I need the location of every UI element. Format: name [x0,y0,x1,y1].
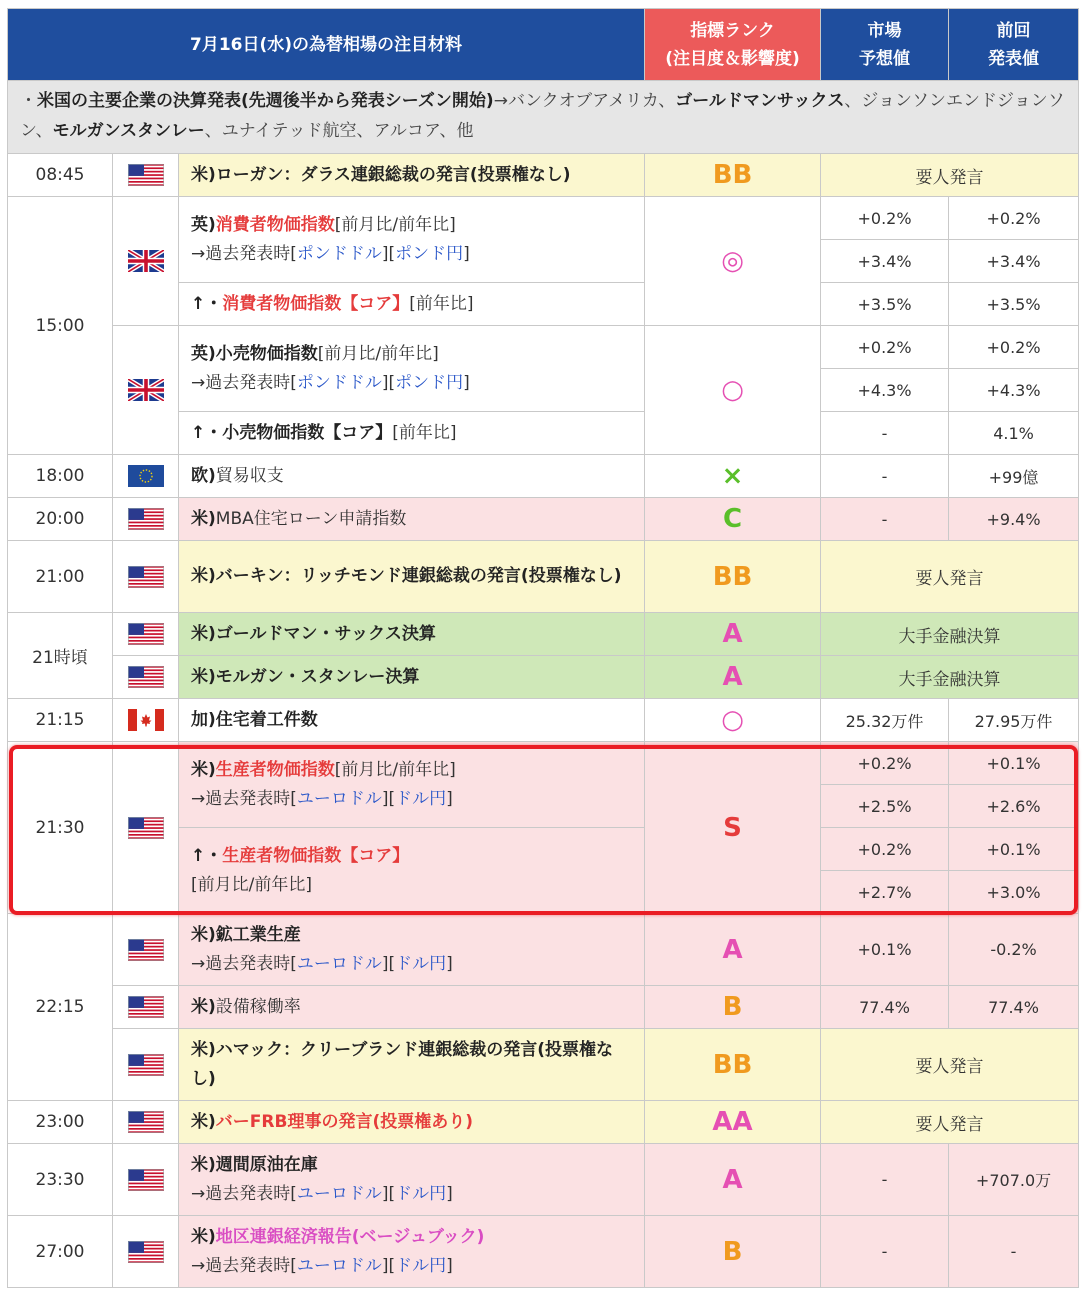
event-name [179,699,645,742]
previous-value: 4.1% [949,412,1079,455]
up-arrow: ↑・ [191,422,223,443]
country-code: 英) [191,214,216,235]
us-flag-icon [113,914,179,986]
past-link-sep: ][ [381,1255,396,1276]
table-row [8,1101,1079,1144]
forecast-value: +0.2% [821,326,949,369]
forecast-value: - [821,455,949,498]
forecast-value: +4.3% [821,369,949,412]
table-row [8,1029,1079,1101]
forecast-value: +3.5% [821,283,949,326]
event-time: 23:30 [8,1144,113,1216]
event-title: 小売物価指数 [215,343,318,364]
rank-badge: × [645,455,821,498]
event-sub-title: 生産者物価指数【コア】 [222,845,410,866]
event-title: 生産者物価指数 [215,759,335,780]
event-name [179,1144,645,1216]
event-sub-title: 小売物価指数【コア】 [222,422,393,443]
forecast-value: - [821,1216,949,1288]
country-code: 米) [191,924,216,945]
event-sub-name [179,412,645,455]
note-bold3: モルガンスタンレー [52,121,205,141]
event-title: 貿易収支 [215,465,284,486]
previous-value: +2.6% [949,785,1079,828]
past-link-prefix: →過去発表時[ [191,243,297,264]
event-name [179,656,645,699]
link-pound-yen[interactable]: ポンド円 [395,372,464,393]
past-link-prefix: →過去発表時[ [191,372,297,393]
us-flag-icon [113,1144,179,1216]
event-title: 鉱工業生産 [215,924,301,945]
table-row [8,1144,1079,1216]
previous-header-line2: 発表値 [988,48,1040,69]
rank-badge: BB [645,154,821,197]
forecast-value: +3.4% [821,240,949,283]
link-dollar-yen[interactable]: ドル円 [395,1255,447,1276]
forecast-value: +0.2% [821,742,949,785]
rank-badge: BB [645,541,821,613]
event-time: 08:45 [8,154,113,197]
rank-badge: BB [645,1029,821,1101]
event-title: バーFRB理事の発言(投票権あり) [215,1111,473,1132]
table-row [8,656,1079,699]
note-text2: 、ジョンソンエンドジョンソン、 [20,91,1065,141]
country-code: 米) [191,1226,216,1247]
us-flag-icon [113,1216,179,1288]
table-row [8,154,1079,197]
past-link-sep: ][ [381,243,396,264]
event-suffix: [前月比/前年比] [334,759,456,780]
event-title: 週間原油在庫 [215,1154,318,1175]
event-note: 大手金融決算 [821,656,1079,699]
event-title: 設備稼働率 [215,996,301,1017]
up-arrow: ↑・ [191,293,223,314]
up-arrow: ↑・ [191,845,223,866]
rank-badge: A [645,1144,821,1216]
country-code: 英) [191,343,216,364]
forecast-value: +0.2% [821,828,949,871]
event-sub-name [179,283,645,326]
previous-value: +9.4% [949,498,1079,541]
note-text1: →バンクオブアメリカ、 [493,91,676,111]
event-time: 21:15 [8,699,113,742]
event-name [179,1216,645,1288]
forecast-value: +0.2% [821,197,949,240]
previous-value: +0.2% [949,197,1079,240]
event-name [179,1101,645,1144]
rank-badge: ◎ [645,197,821,326]
forecast-value: +0.1% [821,914,949,986]
rank-header-line2: (注目度＆影響度) [665,48,800,69]
event-sub-suffix: [前年比] [392,422,457,443]
event-title: 地区連銀経済報告(ベージュブック) [215,1226,485,1247]
country-code: 米) [191,164,216,185]
event-title: モルガン・スタンレー決算 [215,666,420,687]
previous-value: +4.3% [949,369,1079,412]
note-bold1: 米国の主要企業の決算発表(先週後半から発表シーズン開始) [37,91,494,111]
event-time: 21:00 [8,541,113,613]
country-code: 加) [191,709,216,730]
previous-value: 77.4% [949,986,1079,1029]
event-title: ローガン：ダラス連銀総裁の発言(投票権なし) [215,164,571,185]
table-row [8,1216,1079,1288]
link-euro-dollar[interactable]: ユーロドル [296,1255,382,1276]
event-time: 21時頃 [8,613,113,699]
economic-calendar-table [7,8,1079,1288]
past-link-prefix: →過去発表時[ [191,1255,297,1276]
link-euro-dollar[interactable]: ユーロドル [296,953,382,974]
past-link-sep: ][ [381,953,396,974]
previous-value: -0.2% [949,914,1079,986]
link-dollar-yen[interactable]: ドル円 [395,1183,447,1204]
link-dollar-yen[interactable]: ドル円 [395,788,447,809]
previous-value: +707.0万 [949,1144,1079,1216]
page-title: 7月16日(水)の為替相場の注目材料 [8,9,645,81]
event-sub-suffix: [前月比/前年比] [191,874,312,895]
forecast-header-line1: 市場 [867,20,902,41]
us-flag-icon [113,613,179,656]
canada-flag-icon [113,699,179,742]
table-row [8,742,1079,785]
note-bold2: ゴールドマンサックス [675,91,845,111]
country-code: 欧) [191,465,216,486]
past-link-close: ] [463,372,470,393]
previous-value: +3.5% [949,283,1079,326]
event-suffix: [前月比/前年比] [334,214,456,235]
event-time: 23:00 [8,1101,113,1144]
us-flag-icon [113,986,179,1029]
country-code: 米) [191,996,216,1017]
country-code: 米) [191,1154,216,1175]
link-dollar-yen[interactable]: ドル円 [395,953,447,974]
previous-value: +3.0% [949,871,1079,914]
past-link-sep: ][ [381,788,396,809]
previous-value: - [949,1216,1079,1288]
event-title: ゴールドマン・サックス決算 [215,623,436,644]
event-time: 21:30 [8,742,113,914]
event-note: 要人発言 [821,1029,1079,1101]
event-name [179,455,645,498]
event-time: 22:15 [8,914,113,1101]
country-code: 米) [191,508,216,529]
table-row [8,699,1079,742]
previous-value: 27.95万件 [949,699,1079,742]
past-link-close: ] [446,953,453,974]
event-name [179,498,645,541]
previous-header-line1: 前回 [996,20,1031,41]
us-flag-icon [113,656,179,699]
event-note: 要人発言 [821,541,1079,613]
event-sub-name [179,828,645,914]
us-flag-icon [113,1101,179,1144]
country-code: 米) [191,566,216,586]
table-row [8,197,1079,240]
event-title: 住宅着工件数 [215,709,318,730]
table-row [8,326,1079,369]
table-row [8,541,1079,613]
link-euro-dollar[interactable]: ユーロドル [296,1183,382,1204]
previous-value: +0.1% [949,742,1079,785]
event-name [179,613,645,656]
rank-badge: C [645,498,821,541]
forecast-value: - [821,412,949,455]
event-title: ハマック：クリーブランド連銀総裁の発言(投票権なし) [191,1039,614,1089]
note-prefix: ・ [20,91,37,111]
event-title: MBA住宅ローン申請指数 [215,508,407,529]
event-time: 20:00 [8,498,113,541]
forecast-value: +2.5% [821,785,949,828]
eu-flag-icon [113,455,179,498]
event-name [179,742,645,828]
event-name [179,541,645,613]
forecast-value: - [821,1144,949,1216]
link-euro-dollar[interactable]: ユーロドル [296,788,382,809]
past-link-close: ] [446,788,453,809]
link-pound-dollar[interactable]: ポンドドル [296,372,382,393]
event-title: 消費者物価指数 [215,214,335,235]
past-link-close: ] [446,1183,453,1204]
header-row [8,9,1079,81]
event-time: 15:00 [8,197,113,455]
country-code: 米) [191,666,216,687]
rank-badge: A [645,914,821,986]
past-link-close: ] [463,243,470,264]
previous-value: +99億 [949,455,1079,498]
rank-badge: S [645,742,821,914]
rank-header [645,9,821,81]
event-name [179,154,645,197]
past-link-prefix: →過去発表時[ [191,953,297,974]
us-flag-icon [113,498,179,541]
past-link-sep: ][ [381,372,396,393]
table-row [8,986,1079,1029]
link-pound-yen[interactable]: ポンド円 [395,243,464,264]
event-title: バーキン：リッチモンド連銀総裁の発言(投票権なし) [215,566,622,586]
forecast-value: +2.7% [821,871,949,914]
event-sub-title: 消費者物価指数【コア】 [222,293,410,314]
rank-badge: AA [645,1101,821,1144]
event-name [179,197,645,283]
forecast-header [821,9,949,81]
table-row [8,914,1079,986]
us-flag-icon [113,154,179,197]
past-link-sep: ][ [381,1183,396,1204]
event-sub-suffix: [前年比] [409,293,474,314]
forecast-value: 77.4% [821,986,949,1029]
event-note: 要人発言 [821,1101,1079,1144]
past-link-prefix: →過去発表時[ [191,1183,297,1204]
forecast-header-line2: 予想値 [859,48,911,69]
rank-badge: B [645,986,821,1029]
country-code: 米) [191,1039,216,1060]
country-code: 米) [191,623,216,644]
table-row [8,455,1079,498]
table-row [8,498,1079,541]
link-pound-dollar[interactable]: ポンドドル [296,243,382,264]
rank-badge: A [645,613,821,656]
event-name [179,1029,645,1101]
rank-badge: A [645,656,821,699]
forecast-value: 25.32万件 [821,699,949,742]
us-flag-icon [113,742,179,914]
event-time: 18:00 [8,455,113,498]
past-link-prefix: →過去発表時[ [191,788,297,809]
us-flag-icon [113,1029,179,1101]
earnings-note [8,81,1079,154]
rank-badge: ○ [645,699,821,742]
country-code: 米) [191,1111,216,1132]
rank-badge: B [645,1216,821,1288]
event-name [179,986,645,1029]
us-flag-icon [113,541,179,613]
uk-flag-icon [113,326,179,455]
country-code: 米) [191,759,216,780]
event-name [179,914,645,986]
past-link-close: ] [446,1255,453,1276]
event-suffix: [前月比/前年比] [317,343,439,364]
note-text3: 、ユナイテッド航空、アルコア、他 [204,121,474,141]
event-name [179,326,645,412]
uk-flag-icon [113,197,179,326]
table-row [8,613,1079,656]
note-row [8,81,1079,154]
rank-header-line1: 指標ランク [690,20,775,41]
previous-value: +0.1% [949,828,1079,871]
event-note: 大手金融決算 [821,613,1079,656]
forecast-value: - [821,498,949,541]
previous-value: +0.2% [949,326,1079,369]
previous-header [949,9,1079,81]
event-time: 27:00 [8,1216,113,1288]
rank-badge: ○ [645,326,821,455]
previous-value: +3.4% [949,240,1079,283]
event-note: 要人発言 [821,154,1079,197]
